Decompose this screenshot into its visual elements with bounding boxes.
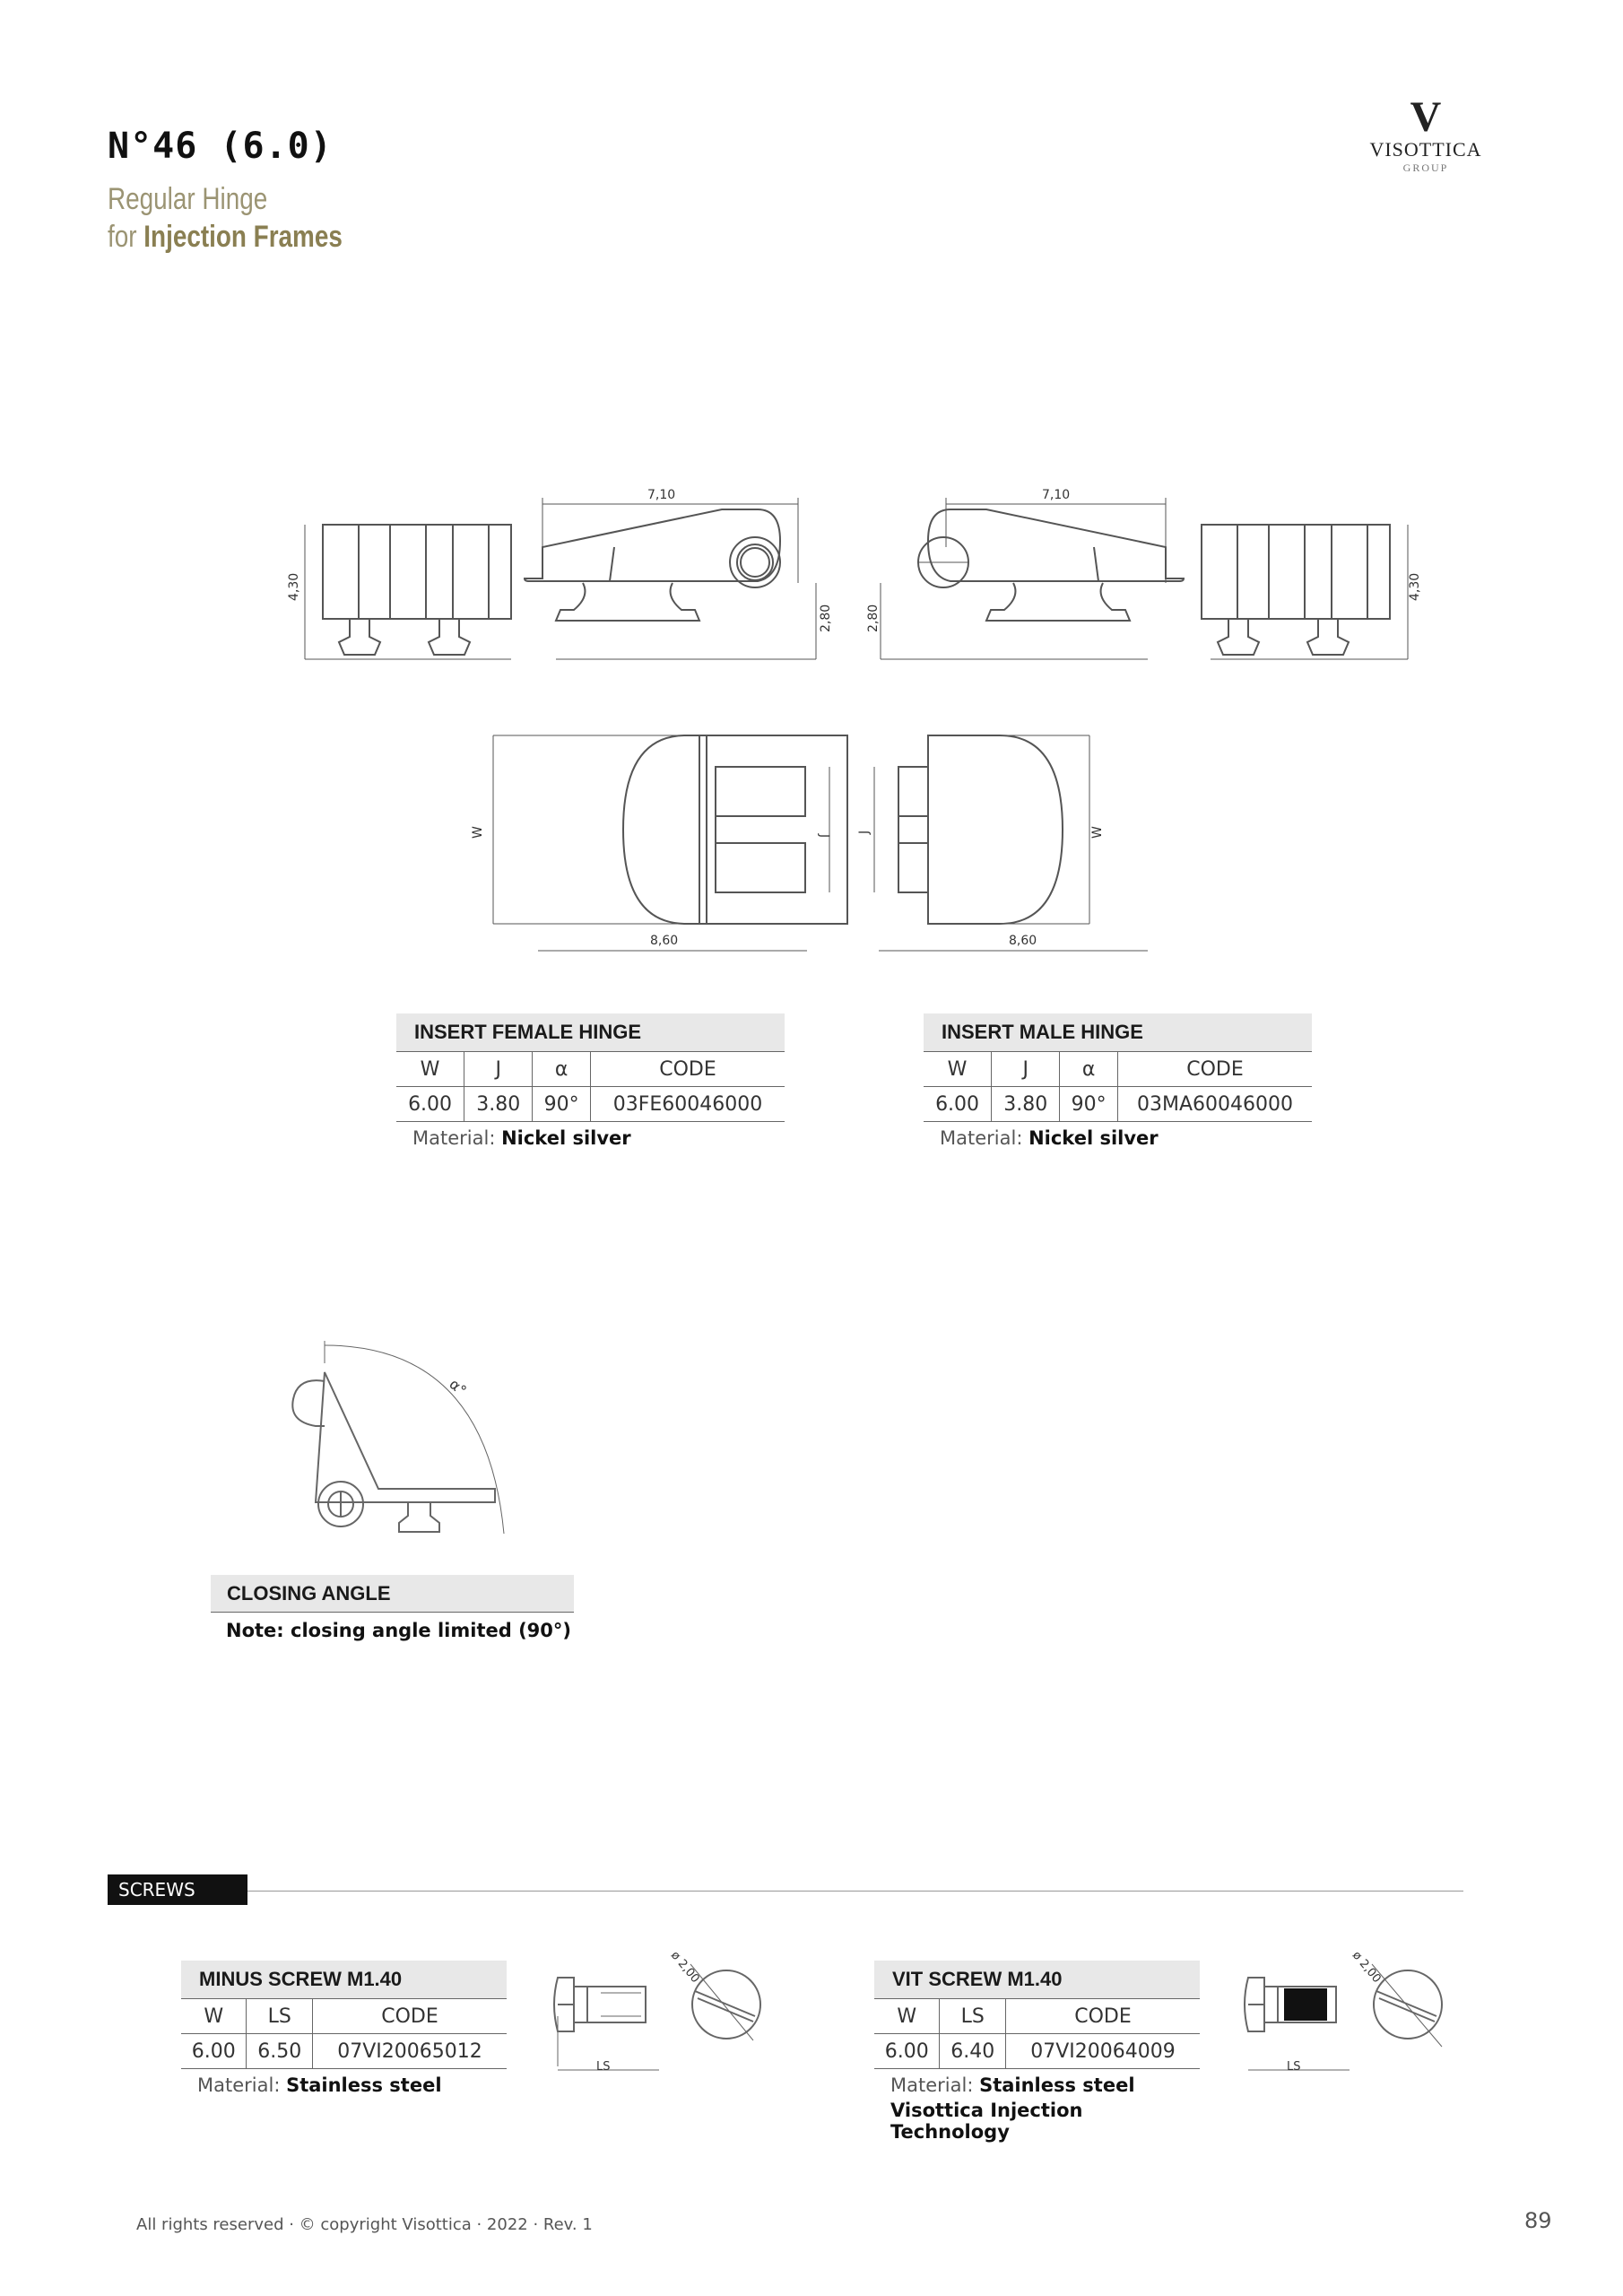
closing-angle-title: CLOSING ANGLE	[211, 1575, 574, 1613]
minus-screw-title: MINUS SCREW M1.40	[181, 1961, 507, 1999]
male-profile-view	[866, 488, 1184, 659]
logo-mark: V	[1410, 93, 1442, 141]
screw-ls-label: LS	[1287, 2060, 1301, 2074]
material-value: Stainless steel	[286, 2074, 442, 2096]
visottica-logo	[1363, 93, 1488, 175]
page-subtitle: Regular Hinge	[108, 182, 268, 216]
dim-710-left: 7,10	[647, 488, 676, 502]
male-material	[940, 1127, 1312, 1149]
vit-screw-title: VIT SCREW M1.40	[874, 1961, 1200, 1999]
dim-alpha: α°	[446, 1375, 470, 1399]
vit-screw-material	[890, 2074, 1200, 2096]
screws-section-label: SCREWS	[108, 1874, 247, 1905]
material-label: Material:	[197, 2074, 281, 2096]
female-table-title: INSERT FEMALE HINGE	[396, 1013, 785, 1052]
vit-screw-table	[874, 1961, 1200, 2069]
screws-divider	[247, 1891, 1463, 1892]
cell-code: 07VI20064009	[1006, 2034, 1201, 2069]
dim-860-right: 8,60	[1009, 934, 1037, 948]
minus-screw-material	[197, 2074, 507, 2096]
material-value: Nickel silver	[1028, 1127, 1159, 1149]
table-row	[396, 1087, 785, 1122]
cell-ls: 6.40	[940, 2034, 1006, 2069]
cell-j: 3.80	[464, 1087, 533, 1122]
table-row	[924, 1087, 1312, 1122]
male-table-title: INSERT MALE HINGE	[924, 1013, 1312, 1052]
screw-ls-label: LS	[596, 2060, 611, 2074]
col-alpha: α	[533, 1052, 591, 1087]
col-w: W	[924, 1052, 992, 1087]
col-w: W	[396, 1052, 464, 1087]
female-hinge-spec	[396, 1013, 785, 1149]
dim-860-left: 8,60	[650, 934, 679, 948]
cell-w: 6.00	[396, 1087, 464, 1122]
col-code: CODE	[1118, 1052, 1313, 1087]
dim-430-right: 4,30	[1408, 572, 1422, 601]
col-ls: LS	[247, 1999, 313, 2034]
footer-copyright: All rights reserved · © copyright Visottica · 2022 · Rev. 1	[136, 2215, 593, 2234]
female-top-view	[471, 735, 847, 951]
minus-screw-drawing	[547, 1937, 771, 2090]
dim-280-right: 2,80	[866, 604, 881, 632]
cell-w: 6.00	[874, 2034, 940, 2069]
page-subtitle-2	[108, 220, 343, 255]
col-ls: LS	[940, 1999, 1006, 2034]
male-hinge-table	[924, 1013, 1312, 1122]
col-j: J	[992, 1052, 1060, 1087]
female-side-view	[287, 525, 511, 659]
logo-name: VISOTTICA	[1369, 138, 1482, 161]
cell-code: 07VI20065012	[313, 2034, 508, 2069]
closing-angle-note: Note: closing angle limited (90°)	[226, 1620, 571, 1641]
dim-430-left: 4,30	[287, 572, 301, 601]
col-code: CODE	[1006, 1999, 1201, 2034]
material-label: Material:	[890, 2074, 974, 2096]
hinge-technical-drawings	[287, 475, 1453, 978]
dim-280-left: 2,80	[819, 604, 833, 632]
male-top-view	[857, 735, 1148, 951]
minus-screw-table	[181, 1961, 507, 2069]
vit-screw-spec	[874, 1961, 1200, 2143]
dim-710-right: 7,10	[1042, 488, 1071, 502]
cell-ls: 6.50	[247, 2034, 313, 2069]
col-alpha: α	[1060, 1052, 1118, 1087]
vit-screw-drawing	[1237, 1937, 1462, 2090]
cell-alpha: 90°	[1060, 1087, 1118, 1122]
col-j: J	[464, 1052, 533, 1087]
material-value: Stainless steel	[979, 2074, 1135, 2096]
material-value: Nickel silver	[501, 1127, 631, 1149]
material-label: Material:	[412, 1127, 496, 1149]
vit-screw-note: Visottica Injection Technology	[890, 2100, 1083, 2143]
dim-j-left: J	[817, 834, 831, 839]
table-row	[181, 2034, 507, 2069]
page-title: N°46 (6.0)	[108, 126, 333, 167]
screw-dia-label: ø 2,00	[1349, 1948, 1384, 1987]
male-hinge-spec	[924, 1013, 1312, 1149]
cell-w: 6.00	[181, 2034, 247, 2069]
dim-j-right: J	[857, 830, 872, 834]
page-number: 89	[1524, 2208, 1552, 2233]
subtitle-bold: Injection Frames	[143, 220, 343, 254]
cell-w: 6.00	[924, 1087, 992, 1122]
col-w: W	[874, 1999, 940, 2034]
material-label: Material:	[940, 1127, 1023, 1149]
col-w: W	[181, 1999, 247, 2034]
col-code: CODE	[313, 1999, 508, 2034]
male-side-view	[1202, 525, 1422, 659]
female-profile-view	[525, 488, 833, 659]
female-material	[412, 1127, 785, 1149]
dim-w-left: W	[471, 826, 485, 839]
minus-screw-spec	[181, 1961, 507, 2096]
cell-j: 3.80	[992, 1087, 1060, 1122]
cell-code: 03FE60046000	[591, 1087, 785, 1122]
table-row	[874, 2034, 1200, 2069]
subtitle-prefix: for	[108, 220, 137, 254]
col-code: CODE	[591, 1052, 785, 1087]
screw-dia-label: ø 2,00	[667, 1948, 702, 1987]
closing-angle-drawing	[269, 1327, 538, 1561]
cell-alpha: 90°	[533, 1087, 591, 1122]
female-hinge-table	[396, 1013, 785, 1122]
cell-code: 03MA60046000	[1118, 1087, 1313, 1122]
logo-group: GROUP	[1402, 161, 1449, 174]
dim-w-right: W	[1090, 826, 1105, 839]
